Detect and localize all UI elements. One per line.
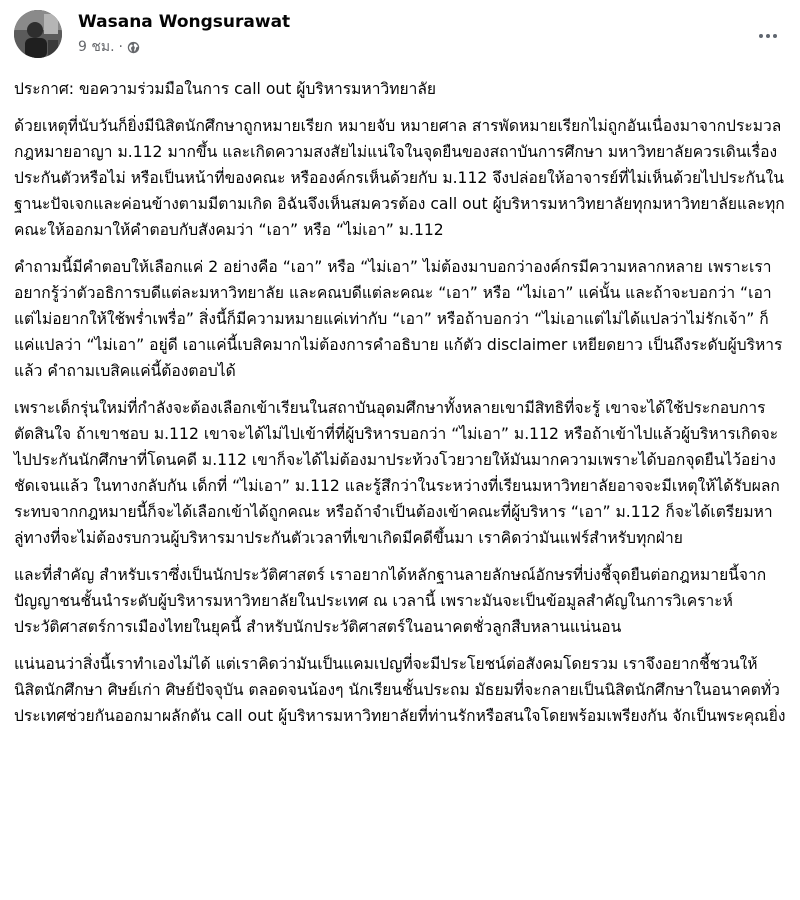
post-options-button[interactable]	[750, 18, 786, 54]
post-paragraph-1: ด้วยเหตุที่นับวันก็ยิ่งมีนิสิตนักศึกษาถูกหมายเรียก หมายจับ หมายศาล สารพัดหมายเรียกไม่ถูกอันเนื่องมาจากประมวลกฎหมายอาญา ม.112 มากขึ้น และเกิดความสงสัยไม่แน่ใจในจุดยืนของสถาบันการศึกษา มหาวิทยาลัยควรเดินเรื่องประกันตัวหรือไม่ หรือเป็นหน้าที่ของคณะ หรือองค์กรเห็นด้วยกับ ม.112 จึงปล่อยให้อาจารย์ที่ไม่เห็นด้วยไปประกันในฐานะปัจเจกและค่อนข้างตามมีตามเกิด อิฉันจึงเห็นสมควรต้อง call out ผู้บริหารมหาวิทยาลัยทุกมหาวิทยาลัยและทุกคณะให้ออกมาให้คำตอบกับสังคมว่า “เอา” หรือ “ไม่เอา” ม.112	[14, 117, 785, 239]
post-paragraph-3: เพราะเด็กรุ่นใหม่ที่กำลังจะต้องเลือกเข้าเรียนในสถาบันอุดมศึกษาทั้งหลายเขามีสิทธิที่จะรู้ เขาจะได้ใช้ประกอบการตัดสินใจ ถ้าเขาชอบ ม.112 เขาจะได้ไม่ไปเข้าที่ที่ผู้บริหารบอกว่า “ไม่เอา” ม.112 หรือถ้าเข้าไปแล้วผู้บริหารเกิดจะไปประกันนักศึกษาที่โดนคดี ม.112 เขาก็จะได้ไม่ต้องมาประท้วงโวยวายให้มันมากความเพราะได้บอกจุดยืนไว้อย่างชัดเจนแล้ว ในทางกลับกัน เด็กที่ “ไม่เอา” ม.112 และรู้สึกว่าในระหว่างที่เรียนมหาวิทยาลัยอาจจะมีเหตุให้ได้รับผลกระทบจากกฎหมายนี้ก็จะได้เลือกเข้าได้ถูกคณะ หรือถ้าจำเป็นต้องเข้าคณะที่ผู้บริหาร “เอา” ม.112 ก็จะได้เตรียมหาลู่ทางที่จะไม่ต้องรบกวนผู้บริหารมาประกันตัวเวลาที่เขาเกิดมีคดีขึ้นมา เราคิดว่ามันแฟร์สำหรับทุกฝ่าย	[14, 399, 780, 547]
post-meta	[78, 37, 140, 57]
post-timestamp[interactable]: 9 ชม.	[78, 39, 115, 55]
post-paragraph-5: แน่นอนว่าสิ่งนี้เราทำเองไม่ได้ แต่เราคิดว่ามันเป็นแคมเปญที่จะมีประโยชน์ต่อสังคมโดยรวม เราจึงอยากชี้ชวนให้นิสิตนักศึกษา ศิษย์เก่า ศิษย์ปัจจุบัน ตลอดจนน้องๆ นักเรียนชั้นประถม มัธยมที่จะกลายเป็นนิสิตนักศึกษาในอนาคตทั่วประเทศช่วยกันออกมาผลักดัน call out ผู้บริหารมหาวิทยาลัยที่ท่านรักหรือสนใจโดยพร้อมเพรียงกัน จักเป็นพระคุณยิ่ง	[14, 655, 786, 725]
author-name[interactable]: Wasana Wongsurawat	[78, 12, 291, 32]
globe-icon[interactable]	[127, 41, 140, 54]
avatar-photo-icon	[14, 10, 62, 58]
post-header	[14, 8, 786, 64]
post-body	[14, 76, 786, 740]
post-paragraph-4: และที่สำคัญ สำหรับเราซึ่งเป็นนักประวัติศาสตร์ เราอยากได้หลักฐานลายลักษณ์อักษรที่บ่งชี้จุดยืนต่อกฎหมายนี้จากปัญญาชนชั้นนำระดับผู้บริหารมหาวิทยาลัยในประเทศ ณ เวลานี้ เพราะมันจะเป็นข้อมูลสำคัญในการวิเคราะห์ประวัติศาสตร์การเมืองไทยในยุคนี้ สำหรับนักประวัติศาสตร์ในอนาคตชั่วลูกสืบหลานแน่นอน	[14, 566, 767, 636]
meta-separator: ·	[118, 39, 123, 55]
post-paragraph-announcement: ประกาศ: ขอความร่วมมือในการ call out ผู้บริหารมหาวิทยาลัย	[14, 80, 437, 98]
post-paragraph-2: คำถามนี้มีคำตอบให้เลือกแค่ 2 อย่างคือ “เอา” หรือ “ไม่เอา” ไม่ต้องมาบอกว่าองค์กรมีความหลากหลาย เพราะเราอยากรู้ว่าตัวอธิการบดีแต่ละมหาวิทยาลัย และคณบดีแต่ละคณะ “เอา” หรือ “ไม่เอา” แค่นั้น และถ้าจะบอกว่า “เอา แต่ไม่อยากให้ใช้พร่ำเพรื่อ” สิ่งนี้ก็มีความหมายแค่เท่ากับ “เอา” หรือถ้าบอกว่า “ไม่เอาแต่ไม่ได้แปลว่าไม่รักเจ้า” ก็แค่แปลว่า “ไม่เอา” อยู่ดี เอาแค่นี้เบสิคมากไม่ต้องการคำอธิบาย แก้ตัว disclaimer เหยียดยาว เป็นถึงระดับผู้บริหารแล้ว คำถามเบสิคแค่นี้ต้องตอบได้	[14, 258, 783, 380]
author-avatar[interactable]	[14, 10, 62, 58]
more-horizontal-icon	[759, 34, 777, 38]
